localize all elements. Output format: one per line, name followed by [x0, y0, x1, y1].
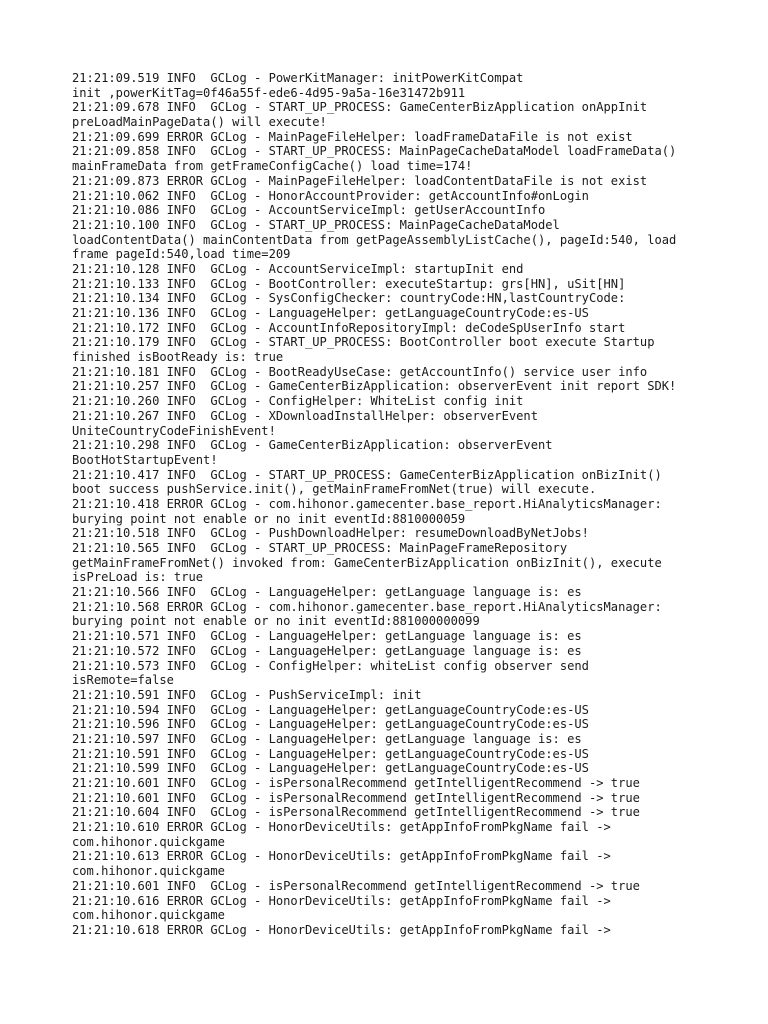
- log-line: 21:21:10.134 INFO GCLog - SysConfigChecker: countryCode:HN,lastCountryCode:: [72, 291, 626, 306]
- log-line: 21:21:10.594 INFO GCLog - LanguageHelper: getLanguageCountryCode:es-US: [72, 702, 589, 717]
- log-line: 21:21:10.571 INFO GCLog - LanguageHelper: getLanguage language is: es: [72, 629, 582, 644]
- log-line: 21:21:10.618 ERROR GCLog - HonorDeviceUtils: getAppInfoFromPkgName fail ->: [72, 922, 611, 937]
- log-line: 21:21:10.601 INFO GCLog - isPersonalRecommend getIntelligentRecommend -> true: [72, 878, 640, 893]
- log-line: preLoadMainPageData() will execute!: [72, 115, 327, 130]
- log-line: 21:21:10.267 INFO GCLog - XDownloadInstallHelper: observerEvent: [72, 408, 538, 423]
- log-line: 21:21:10.601 INFO GCLog - isPersonalRecommend getIntelligentRecommend -> true: [72, 790, 640, 805]
- log-line: burying point not enable or no init eventId:881000000099: [72, 614, 480, 629]
- log-line: UniteCountryCodeFinishEvent!: [72, 423, 276, 438]
- log-line: 21:21:10.573 INFO GCLog - ConfigHelper: whiteList config observer send: [72, 658, 589, 673]
- log-line: 21:21:10.601 INFO GCLog - isPersonalRecommend getIntelligentRecommend -> true: [72, 776, 640, 790]
- log-line: 21:21:10.086 INFO GCLog - AccountServiceImpl: getUserAccountInfo: [72, 203, 546, 218]
- log-line: frame pageId:540,load time=209: [72, 247, 291, 262]
- log-line: finished isBootReady is: true: [72, 350, 284, 365]
- log-document: [72, 71, 712, 938]
- log-line: 21:21:10.298 INFO GCLog - GameCenterBizApplication: observerEvent: [72, 438, 553, 453]
- log-line: BootHotStartupEvent!: [72, 452, 218, 467]
- log-line: com.hihonor.quickgame: [72, 864, 225, 879]
- log-line: 21:21:10.128 INFO GCLog - AccountServiceImpl: startupInit end: [72, 261, 524, 276]
- log-line: 21:21:10.181 INFO GCLog - BootReadyUseCase: getAccountInfo() service user info: [72, 364, 648, 379]
- log-line: 21:21:10.597 INFO GCLog - LanguageHelper: getLanguage language is: es: [72, 731, 582, 746]
- log-line: 21:21:10.418 ERROR GCLog - com.hihonor.gamecenter.base_report.HiAnalyticsManager:: [72, 496, 662, 511]
- log-line: 21:21:10.133 INFO GCLog - BootController: executeStartup: grs[HN], uSit[HN]: [72, 276, 626, 291]
- log-line: 21:21:10.257 INFO GCLog - GameCenterBizApplication: observerEvent init report SDK!: [72, 379, 677, 394]
- log-line: 21:21:10.616 ERROR GCLog - HonorDeviceUtils: getAppInfoFromPkgName fail ->: [72, 893, 611, 908]
- log-line: com.hihonor.quickgame: [72, 834, 225, 849]
- log-line: mainFrameData from getFrameConfigCache() load time=174!: [72, 159, 473, 174]
- log-line: 21:21:10.596 INFO GCLog - LanguageHelper: getLanguageCountryCode:es-US: [72, 717, 589, 732]
- log-line: 21:21:10.572 INFO GCLog - LanguageHelper: getLanguage language is: es: [72, 643, 582, 658]
- log-line: 21:21:09.699 ERROR GCLog - MainPageFileHelper: loadFrameDataFile is not exist: [72, 129, 633, 144]
- log-line: 21:21:09.678 INFO GCLog - START_UP_PROCESS: GameCenterBizApplication onAppInit: [72, 100, 648, 115]
- log-line: 21:21:10.604 INFO GCLog - isPersonalRecommend getIntelligentRecommend -> true: [72, 805, 640, 820]
- log-line: 21:21:10.613 ERROR GCLog - HonorDeviceUtils: getAppInfoFromPkgName fail ->: [72, 849, 611, 864]
- log-line: 21:21:10.599 INFO GCLog - LanguageHelper: getLanguageCountryCode:es-US: [72, 761, 589, 776]
- log-line: 21:21:10.610 ERROR GCLog - HonorDeviceUtils: getAppInfoFromPkgName fail ->: [72, 820, 611, 835]
- log-line: 21:21:10.136 INFO GCLog - LanguageHelper: getLanguageCountryCode:es-US: [72, 306, 589, 320]
- log-line: 21:21:09.873 ERROR GCLog - MainPageFileHelper: loadContentDataFile is not exist: [72, 173, 648, 188]
- log-line: loadContentData() mainContentData from getPageAssemblyListCache(), pageId:540, load: [72, 232, 677, 247]
- log-line: init ,powerKitTag=0f46a55f-ede6-4d95-9a5a-16e31472b911: [72, 85, 466, 100]
- log-line: 21:21:10.568 ERROR GCLog - com.hihonor.gamecenter.base_report.HiAnalyticsManager:: [72, 599, 662, 614]
- log-line: isPreLoad is: true: [72, 570, 204, 585]
- log-line: 21:21:10.591 INFO GCLog - PushServiceImpl: init: [72, 687, 422, 702]
- log-line: 21:21:10.566 INFO GCLog - LanguageHelper: getLanguage language is: es: [72, 585, 582, 600]
- log-line: boot success pushService.init(), getMainFrameFromNet(true) will execute.: [72, 482, 597, 497]
- log-line: 21:21:09.858 INFO GCLog - START_UP_PROCESS: MainPageCacheDataModel loadFrameData(): [72, 144, 677, 159]
- log-line: isRemote=false: [72, 673, 174, 688]
- log-line: com.hihonor.quickgame: [72, 908, 225, 923]
- log-line: 21:21:10.260 INFO GCLog - ConfigHelper: WhiteList config init: [72, 394, 524, 409]
- log-line: 21:21:09.519 INFO GCLog - PowerKitManager: initPowerKitCompat: [72, 71, 524, 85]
- log-line: 21:21:10.062 INFO GCLog - HonorAccountProvider: getAccountInfo#onLogin: [72, 188, 589, 203]
- log-line: 21:21:10.100 INFO GCLog - START_UP_PROCESS: MainPageCacheDataModel: [72, 217, 560, 232]
- log-line: 21:21:10.172 INFO GCLog - AccountInfoRepositoryImpl: deCodeSpUserInfo start: [72, 320, 626, 335]
- log-line: 21:21:10.179 INFO GCLog - START_UP_PROCESS: BootController boot execute Startup: [72, 335, 655, 350]
- log-line: burying point not enable or no init eventId:8810000059: [72, 511, 466, 526]
- log-line: 21:21:10.518 INFO GCLog - PushDownloadHelper: resumeDownloadByNetJobs!: [72, 526, 589, 541]
- log-line: 21:21:10.591 INFO GCLog - LanguageHelper: getLanguageCountryCode:es-US: [72, 746, 589, 761]
- log-line: 21:21:10.417 INFO GCLog - START_UP_PROCESS: GameCenterBizApplication onBizInit(): [72, 467, 662, 482]
- log-line: getMainFrameFromNet() invoked from: GameCenterBizApplication onBizInit(), execute: [72, 555, 662, 570]
- log-line: 21:21:10.565 INFO GCLog - START_UP_PROCESS: MainPageFrameRepository: [72, 541, 568, 555]
